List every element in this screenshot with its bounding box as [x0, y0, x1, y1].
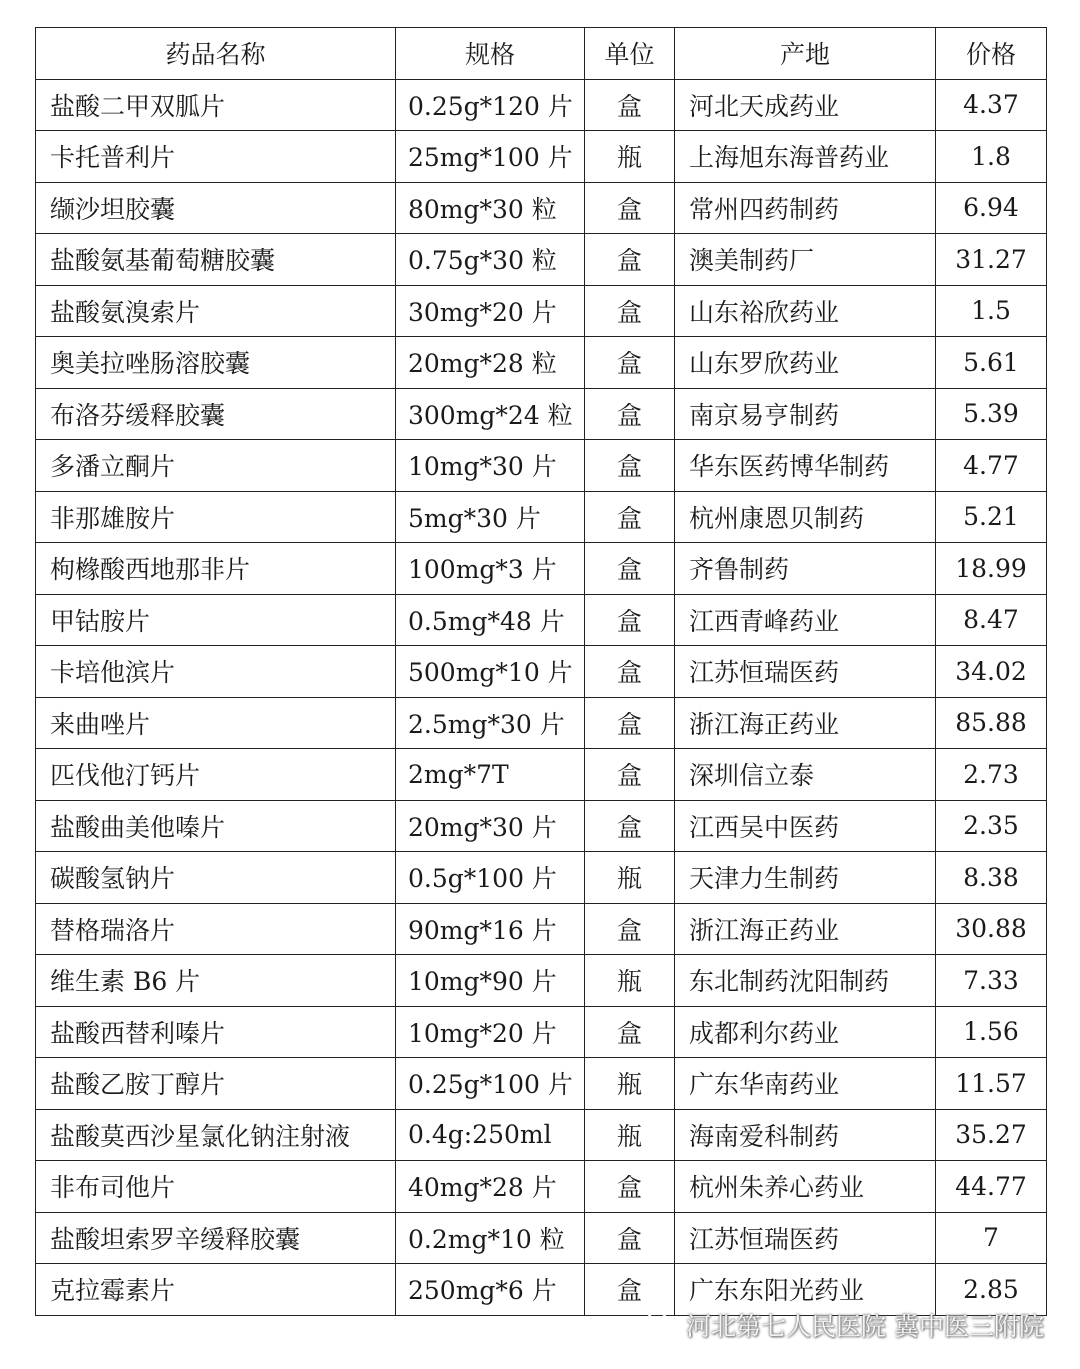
cell-price: 7.33: [936, 955, 1047, 1007]
cell-name: 盐酸莫西沙星氯化钠注射液: [36, 1109, 396, 1161]
table-header-row: [36, 28, 1047, 80]
cell-unit: 盒: [585, 337, 675, 389]
cell-spec: 10mg*30 片: [396, 440, 585, 492]
cell-price: 85.88: [936, 697, 1047, 749]
cell-origin: 江苏恒瑞医药: [675, 646, 936, 698]
cell-unit: 盒: [585, 1264, 675, 1316]
table-row: [36, 79, 1047, 131]
cell-unit: 盒: [585, 234, 675, 286]
cell-price: 2.73: [936, 749, 1047, 801]
cell-spec: 0.75g*30 粒: [396, 234, 585, 286]
cell-price: 44.77: [936, 1161, 1047, 1213]
cell-origin: 杭州康恩贝制药: [675, 491, 936, 543]
cell-name: 卡培他滨片: [36, 646, 396, 698]
cell-spec: 20mg*30 片: [396, 800, 585, 852]
cell-name: 匹伐他汀钙片: [36, 749, 396, 801]
cell-spec: 250mg*6 片: [396, 1264, 585, 1316]
cell-name: 非布司他片: [36, 1161, 396, 1213]
cell-origin: 成都利尔药业: [675, 1006, 936, 1058]
cell-spec: 10mg*20 片: [396, 1006, 585, 1058]
cell-price: 2.35: [936, 800, 1047, 852]
table-row: [36, 1161, 1047, 1213]
cell-unit: 瓶: [585, 1058, 675, 1110]
table-row: [36, 955, 1047, 1007]
cell-origin: 广东华南药业: [675, 1058, 936, 1110]
table-row: [36, 234, 1047, 286]
cell-spec: 5mg*30 片: [396, 491, 585, 543]
cell-spec: 0.5mg*48 片: [396, 594, 585, 646]
table-body: [36, 79, 1047, 1315]
cell-unit: 瓶: [585, 852, 675, 904]
cell-origin: 浙江海正药业: [675, 903, 936, 955]
header-origin: 产地: [675, 28, 936, 80]
cell-price: 8.47: [936, 594, 1047, 646]
cell-name: 替格瑞洛片: [36, 903, 396, 955]
cell-name: 盐酸西替利嗪片: [36, 1006, 396, 1058]
cell-origin: 海南爱科制药: [675, 1109, 936, 1161]
cell-spec: 0.2mg*10 粒: [396, 1212, 585, 1264]
table-row: [36, 594, 1047, 646]
cell-unit: 瓶: [585, 131, 675, 183]
cell-unit: 盒: [585, 1161, 675, 1213]
cell-name: 奥美拉唑肠溶胶囊: [36, 337, 396, 389]
cell-name: 来曲唑片: [36, 697, 396, 749]
cell-unit: 盒: [585, 1006, 675, 1058]
cell-origin: 上海旭东海普药业: [675, 131, 936, 183]
cell-price: 1.8: [936, 131, 1047, 183]
cell-name: 克拉霉素片: [36, 1264, 396, 1316]
cell-name: 盐酸坦索罗辛缓释胶囊: [36, 1212, 396, 1264]
cell-origin: 天津力生制药: [675, 852, 936, 904]
cell-unit: 盒: [585, 749, 675, 801]
cell-origin: 山东罗欣药业: [675, 337, 936, 389]
table-row: [36, 131, 1047, 183]
cell-origin: 齐鲁制药: [675, 543, 936, 595]
cell-price: 5.21: [936, 491, 1047, 543]
cell-unit: 盒: [585, 646, 675, 698]
cell-origin: 华东医药博华制药: [675, 440, 936, 492]
table-row: [36, 697, 1047, 749]
cell-origin: 深圳信立泰: [675, 749, 936, 801]
cell-spec: 25mg*100 片: [396, 131, 585, 183]
cell-spec: 2.5mg*30 片: [396, 697, 585, 749]
cell-unit: 盒: [585, 543, 675, 595]
cell-name: 甲钴胺片: [36, 594, 396, 646]
cell-price: 4.37: [936, 79, 1047, 131]
table-row: [36, 182, 1047, 234]
table-row: [36, 285, 1047, 337]
cell-origin: 东北制药沈阳制药: [675, 955, 936, 1007]
cell-origin: 河北天成药业: [675, 79, 936, 131]
cell-unit: 盒: [585, 800, 675, 852]
cell-price: 31.27: [936, 234, 1047, 286]
cell-unit: 盒: [585, 491, 675, 543]
header-name: 药品名称: [36, 28, 396, 80]
cell-spec: 0.4g:250ml: [396, 1109, 585, 1161]
table-row: [36, 1006, 1047, 1058]
cell-spec: 0.25g*100 片: [396, 1058, 585, 1110]
wechat-icon: [644, 1310, 678, 1340]
cell-name: 多潘立酮片: [36, 440, 396, 492]
cell-spec: 2mg*7T: [396, 749, 585, 801]
cell-name: 盐酸乙胺丁醇片: [36, 1058, 396, 1110]
cell-spec: 0.5g*100 片: [396, 852, 585, 904]
cell-name: 盐酸氨溴索片: [36, 285, 396, 337]
cell-origin: 澳美制药厂: [675, 234, 936, 286]
table-row: [36, 1212, 1047, 1264]
cell-spec: 40mg*28 片: [396, 1161, 585, 1213]
table-row: [36, 1109, 1047, 1161]
cell-price: 1.5: [936, 285, 1047, 337]
cell-spec: 0.25g*120 片: [396, 79, 585, 131]
cell-price: 7: [936, 1212, 1047, 1264]
cell-name: 维生素 B6 片: [36, 955, 396, 1007]
cell-name: 枸橼酸西地那非片: [36, 543, 396, 595]
cell-price: 11.57: [936, 1058, 1047, 1110]
cell-spec: 500mg*10 片: [396, 646, 585, 698]
header-price: 价格: [936, 28, 1047, 80]
cell-price: 18.99: [936, 543, 1047, 595]
cell-price: 5.61: [936, 337, 1047, 389]
cell-origin: 南京易亨制药: [675, 388, 936, 440]
cell-name: 盐酸曲美他嗪片: [36, 800, 396, 852]
cell-unit: 盒: [585, 79, 675, 131]
cell-name: 布洛芬缓释胶囊: [36, 388, 396, 440]
table-row: [36, 440, 1047, 492]
cell-origin: 江西吴中医药: [675, 800, 936, 852]
table-row: [36, 903, 1047, 955]
cell-origin: 江苏恒瑞医药: [675, 1212, 936, 1264]
cell-price: 35.27: [936, 1109, 1047, 1161]
table-row: [36, 491, 1047, 543]
cell-origin: 江西青峰药业: [675, 594, 936, 646]
cell-origin: 常州四药制药: [675, 182, 936, 234]
cell-spec: 100mg*3 片: [396, 543, 585, 595]
table-row: [36, 543, 1047, 595]
cell-unit: 盒: [585, 697, 675, 749]
cell-origin: 广东东阳光药业: [675, 1264, 936, 1316]
cell-price: 1.56: [936, 1006, 1047, 1058]
table-row: [36, 337, 1047, 389]
table-row: [36, 800, 1047, 852]
header-spec: 规格: [396, 28, 585, 80]
watermark: [644, 1305, 1044, 1345]
cell-spec: 30mg*20 片: [396, 285, 585, 337]
watermark-text: 河北第七人民医院 冀中医三附院: [686, 1312, 1044, 1341]
header-unit: 单位: [585, 28, 675, 80]
cell-price: 2.85: [936, 1264, 1047, 1316]
cell-spec: 90mg*16 片: [396, 903, 585, 955]
cell-spec: 300mg*24 粒: [396, 388, 585, 440]
cell-unit: 盒: [585, 440, 675, 492]
cell-price: 4.77: [936, 440, 1047, 492]
cell-unit: 盒: [585, 1212, 675, 1264]
table-row: [36, 388, 1047, 440]
cell-name: 缬沙坦胶囊: [36, 182, 396, 234]
cell-spec: 20mg*28 粒: [396, 337, 585, 389]
cell-unit: 瓶: [585, 955, 675, 1007]
cell-price: 5.39: [936, 388, 1047, 440]
table-row: [36, 852, 1047, 904]
cell-spec: 10mg*90 片: [396, 955, 585, 1007]
cell-name: 碳酸氢钠片: [36, 852, 396, 904]
cell-name: 盐酸二甲双胍片: [36, 79, 396, 131]
cell-price: 8.38: [936, 852, 1047, 904]
cell-name: 非那雄胺片: [36, 491, 396, 543]
table-row: [36, 1058, 1047, 1110]
cell-unit: 瓶: [585, 1109, 675, 1161]
cell-unit: 盒: [585, 903, 675, 955]
cell-price: 30.88: [936, 903, 1047, 955]
cell-name: 卡托普利片: [36, 131, 396, 183]
cell-origin: 浙江海正药业: [675, 697, 936, 749]
cell-name: 盐酸氨基葡萄糖胶囊: [36, 234, 396, 286]
cell-spec: 80mg*30 粒: [396, 182, 585, 234]
drug-price-table: [35, 27, 1047, 1316]
cell-unit: 盒: [585, 388, 675, 440]
cell-unit: 盒: [585, 285, 675, 337]
cell-unit: 盒: [585, 594, 675, 646]
cell-unit: 盒: [585, 182, 675, 234]
cell-origin: 山东裕欣药业: [675, 285, 936, 337]
cell-origin: 杭州朱养心药业: [675, 1161, 936, 1213]
cell-price: 34.02: [936, 646, 1047, 698]
table-row: [36, 646, 1047, 698]
table-row: [36, 749, 1047, 801]
cell-price: 6.94: [936, 182, 1047, 234]
